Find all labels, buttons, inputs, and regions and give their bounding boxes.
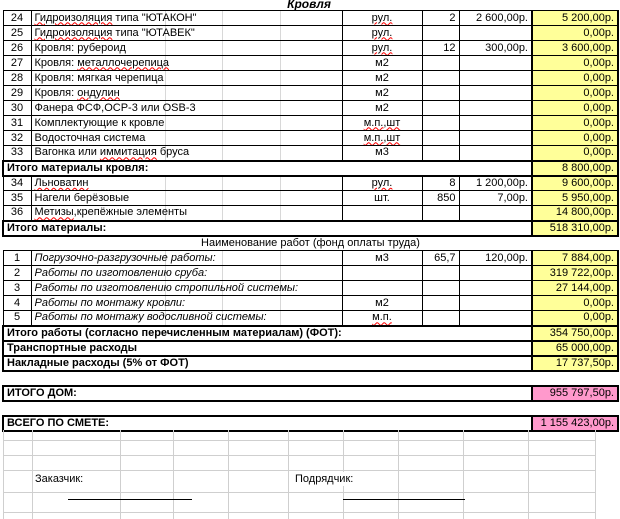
- price-cell[interactable]: [459, 101, 532, 116]
- unit-cell[interactable]: рул.: [342, 26, 422, 41]
- price-cell[interactable]: 1 200,00р.: [459, 176, 532, 191]
- description-cell[interactable]: Метизы,крепёжные элементы: [31, 206, 342, 221]
- item-row: [3, 266, 618, 281]
- subtotal-value-cell[interactable]: 354 750,00р.: [532, 326, 618, 341]
- description-cell[interactable]: Работы по монтажу кровли:: [31, 296, 342, 311]
- item-row: [3, 296, 618, 311]
- total-cell[interactable]: 0,00р.: [532, 296, 618, 311]
- total-cell[interactable]: 0,00р.: [532, 26, 618, 41]
- item-row: [3, 281, 618, 296]
- description-cell[interactable]: Кровля: металлочерепица: [31, 56, 342, 71]
- total-cell[interactable]: 0,00р.: [532, 131, 618, 146]
- row-number-cell[interactable]: 25: [3, 26, 31, 41]
- quantity-cell[interactable]: [422, 71, 459, 86]
- total-cell[interactable]: 7 884,00р.: [532, 251, 618, 266]
- price-cell[interactable]: [459, 146, 532, 161]
- gridline: [463, 430, 464, 519]
- item-row: [3, 116, 618, 131]
- row-number-cell[interactable]: 24: [3, 11, 31, 26]
- quantity-cell[interactable]: [422, 146, 459, 161]
- gridline: [528, 430, 529, 519]
- quantity-cell[interactable]: 850: [422, 191, 459, 206]
- item-row: [3, 26, 618, 41]
- description-cell[interactable]: Кровля: ондулин: [31, 86, 342, 101]
- item-row: [3, 101, 618, 116]
- price-cell[interactable]: [459, 56, 532, 71]
- total-cell[interactable]: 0,00р.: [532, 56, 618, 71]
- row-number-cell[interactable]: 27: [3, 56, 31, 71]
- row-number-cell[interactable]: 29: [3, 86, 31, 101]
- subtotal-value-cell[interactable]: 17 737,50р.: [532, 356, 618, 371]
- unit-cell[interactable]: м2: [342, 86, 422, 101]
- contractor-label[interactable]: Подрядчик:: [295, 473, 354, 485]
- quantity-cell[interactable]: [422, 26, 459, 41]
- total-cell[interactable]: 0,00р.: [532, 101, 618, 116]
- grand-total-row: [3, 416, 618, 431]
- row-number-cell[interactable]: 33: [3, 146, 31, 161]
- subtotal-value-cell[interactable]: 8 800,00р.: [532, 161, 618, 176]
- description-cell[interactable]: Гидроизоляция типа "ЮТАКОН": [31, 11, 342, 26]
- price-cell[interactable]: [459, 296, 532, 311]
- item-row: [3, 56, 618, 71]
- gridline: [3, 440, 596, 441]
- total-cell[interactable]: 3 600,00р.: [532, 41, 618, 56]
- quantity-cell[interactable]: [422, 116, 459, 131]
- unit-cell[interactable]: рул.: [342, 41, 422, 56]
- item-row: [3, 176, 618, 191]
- unit-cell[interactable]: м2: [342, 296, 422, 311]
- price-cell[interactable]: [459, 131, 532, 146]
- item-row: [3, 71, 618, 86]
- unit-cell[interactable]: рул.: [342, 11, 422, 26]
- row-number-cell[interactable]: 32: [3, 131, 31, 146]
- subtotal-label-cell[interactable]: Транспортные расходы: [3, 341, 532, 356]
- total-cell[interactable]: 0,00р.: [532, 311, 618, 326]
- signature-line-customer: [68, 499, 192, 500]
- quantity-cell[interactable]: [422, 296, 459, 311]
- price-cell[interactable]: [459, 266, 532, 281]
- quantity-cell[interactable]: [422, 86, 459, 101]
- quantity-cell[interactable]: 8: [422, 176, 459, 191]
- estimate-table: [2, 10, 619, 432]
- subtotal-row: [3, 326, 618, 341]
- unit-cell[interactable]: м3: [342, 251, 422, 266]
- description-cell[interactable]: Кровля: рубероид: [31, 41, 342, 56]
- price-cell[interactable]: [459, 26, 532, 41]
- description-cell[interactable]: Работы по монтажу водосливной системы:: [31, 311, 342, 326]
- total-cell[interactable]: 5 200,00р.: [532, 11, 618, 26]
- subtotal-row: [3, 341, 618, 356]
- price-cell[interactable]: [459, 281, 532, 296]
- description-cell[interactable]: Вагонка или иммитация бруса: [31, 146, 342, 161]
- total-cell[interactable]: 0,00р.: [532, 116, 618, 131]
- row-number-cell[interactable]: 3: [3, 281, 31, 296]
- gridline: [3, 470, 596, 471]
- spacer-cell: [3, 371, 618, 386]
- row-number-cell[interactable]: 2: [3, 266, 31, 281]
- price-cell[interactable]: [459, 71, 532, 86]
- grand-value-cell[interactable]: 1 155 423,00р.: [532, 416, 618, 431]
- total-cell[interactable]: 14 800,00р.: [532, 206, 618, 221]
- description-cell[interactable]: Погрузочно-разгрузочные работы:: [31, 251, 342, 266]
- row-number-cell[interactable]: 34: [3, 176, 31, 191]
- unit-cell[interactable]: [342, 281, 422, 296]
- subtotal-row: [3, 356, 618, 371]
- item-row: [3, 41, 618, 56]
- subtotal-row: [3, 161, 618, 176]
- total-cell[interactable]: 0,00р.: [532, 146, 618, 161]
- price-cell[interactable]: [459, 116, 532, 131]
- subtotal-label-cell[interactable]: Итого материалы:: [3, 221, 532, 236]
- quantity-cell[interactable]: [422, 56, 459, 71]
- row-number-cell[interactable]: 35: [3, 191, 31, 206]
- row-number-cell[interactable]: 26: [3, 41, 31, 56]
- description-cell[interactable]: Комплектующие к кровле: [31, 116, 342, 131]
- grand-label-cell[interactable]: ИТОГО ДОМ:: [3, 386, 532, 401]
- quantity-cell[interactable]: [422, 281, 459, 296]
- signature-line-contractor: [343, 499, 465, 500]
- row-number-cell[interactable]: 28: [3, 71, 31, 86]
- description-cell[interactable]: Работы по изготовлению сруба:: [31, 266, 342, 281]
- price-cell[interactable]: 300,00р.: [459, 41, 532, 56]
- price-cell[interactable]: [459, 206, 532, 221]
- item-row: [3, 86, 618, 101]
- description-cell[interactable]: Гидроизоляция типа "ЮТАВЕК": [31, 26, 342, 41]
- row-number-cell[interactable]: 30: [3, 101, 31, 116]
- subtotal-value-cell[interactable]: 65 000,00р.: [532, 341, 618, 356]
- signature-area: [0, 430, 620, 519]
- unit-cell[interactable]: шт.: [342, 191, 422, 206]
- total-cell[interactable]: 0,00р.: [532, 86, 618, 101]
- quantity-cell[interactable]: [422, 101, 459, 116]
- total-cell[interactable]: 9 600,00р.: [532, 176, 618, 191]
- item-row: [3, 146, 618, 161]
- description-cell[interactable]: Льноватин: [31, 176, 342, 191]
- item-row: [3, 251, 618, 266]
- quantity-cell[interactable]: [422, 311, 459, 326]
- total-cell[interactable]: 319 722,00р.: [532, 266, 618, 281]
- total-cell[interactable]: 27 144,00р.: [532, 281, 618, 296]
- item-row: [3, 311, 618, 326]
- sheet-title: Кровля: [287, 0, 331, 11]
- gridline: [398, 430, 399, 519]
- subtotal-label-cell[interactable]: Накладные расходы (5% от ФОТ): [3, 356, 532, 371]
- gridline: [228, 430, 229, 519]
- gridline: [595, 430, 596, 519]
- description-cell[interactable]: Водосточная система: [31, 131, 342, 146]
- price-cell[interactable]: [459, 86, 532, 101]
- unit-cell[interactable]: м3: [342, 146, 422, 161]
- row-number-cell[interactable]: 36: [3, 206, 31, 221]
- gridline: [173, 430, 174, 519]
- quantity-cell[interactable]: 12: [422, 41, 459, 56]
- item-row: [3, 131, 618, 146]
- description-cell[interactable]: Кровля: мягкая черепица: [31, 71, 342, 86]
- price-cell[interactable]: [459, 311, 532, 326]
- item-row: [3, 191, 618, 206]
- unit-cell[interactable]: м.п.,шт: [342, 116, 422, 131]
- quantity-cell[interactable]: [422, 131, 459, 146]
- item-row: [3, 206, 618, 221]
- item-row: [3, 11, 618, 26]
- gridline: [3, 430, 4, 519]
- unit-cell[interactable]: м2: [342, 71, 422, 86]
- unit-cell[interactable]: м.п.,шт: [342, 131, 422, 146]
- quantity-cell[interactable]: [422, 206, 459, 221]
- grand-total-row: [3, 386, 618, 401]
- row-number-cell[interactable]: 4: [3, 296, 31, 311]
- unit-cell[interactable]: м.п.: [342, 311, 422, 326]
- customer-label[interactable]: Заказчик:: [35, 473, 84, 485]
- spacer-row: [3, 401, 618, 416]
- unit-cell[interactable]: [342, 206, 422, 221]
- total-cell[interactable]: 0,00р.: [532, 71, 618, 86]
- price-cell[interactable]: 2 600,00р.: [459, 11, 532, 26]
- price-cell[interactable]: 120,00р.: [459, 251, 532, 266]
- unit-cell[interactable]: [342, 266, 422, 281]
- description-cell[interactable]: Нагели берёзовые: [31, 191, 342, 206]
- description-cell[interactable]: Фанера ФСФ,ОСР-3 или OSB-3: [31, 101, 342, 116]
- subtotal-label-cell[interactable]: Итого материалы кровля:: [3, 161, 532, 176]
- unit-cell[interactable]: м2: [342, 56, 422, 71]
- gridline: [3, 512, 596, 513]
- subtotal-row: [3, 221, 618, 236]
- gridline: [3, 455, 596, 456]
- row-number-cell[interactable]: 5: [3, 311, 31, 326]
- gridline: [3, 492, 596, 493]
- spacer-row: [3, 371, 618, 386]
- gridline: [120, 430, 121, 519]
- quantity-cell[interactable]: [422, 266, 459, 281]
- row-number-cell[interactable]: 31: [3, 116, 31, 131]
- description-cell[interactable]: Работы по изготовлению стропильной системы:: [31, 281, 342, 296]
- quantity-cell[interactable]: 2: [422, 11, 459, 26]
- unit-cell[interactable]: м2: [342, 101, 422, 116]
- section-title-cell: Наименование работ (фонд оплаты труда): [3, 236, 618, 251]
- grand-value-cell[interactable]: 955 797,50р.: [532, 386, 618, 401]
- grand-label-cell[interactable]: ВСЕГО ПО СМЕТЕ:: [3, 416, 532, 431]
- spacer-cell: [3, 401, 618, 416]
- price-cell[interactable]: 7,00р.: [459, 191, 532, 206]
- row-number-cell[interactable]: 1: [3, 251, 31, 266]
- gridline: [288, 430, 289, 519]
- unit-cell[interactable]: рул.: [342, 176, 422, 191]
- subtotal-value-cell[interactable]: 518 310,00р.: [532, 221, 618, 236]
- section-header-row: [3, 236, 618, 251]
- subtotal-label-cell[interactable]: Итого работы (согласно перечисленным материалам) (ФОТ):: [3, 326, 532, 341]
- quantity-cell[interactable]: 65,7: [422, 251, 459, 266]
- total-cell[interactable]: 5 950,00р.: [532, 191, 618, 206]
